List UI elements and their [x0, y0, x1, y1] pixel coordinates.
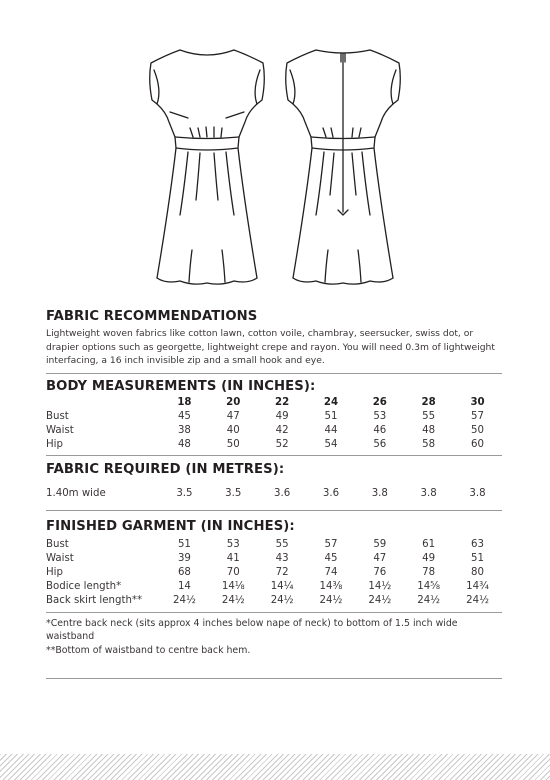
divider — [46, 455, 502, 456]
size-header-row — [46, 396, 502, 410]
fabric-recommendations-heading: FABRIC RECOMMENDATIONS — [46, 309, 258, 324]
size-22: 22 — [275, 396, 290, 408]
size-20: 20 — [226, 396, 241, 408]
body-measurements-heading: BODY MEASUREMENTS (IN INCHES): — [46, 378, 316, 394]
table-row: 1.40m wide 3.5 3.5 3.6 3.6 3.8 3.8 3.8 — [46, 487, 486, 499]
dress-front-view — [150, 50, 265, 284]
table-row: Bust 45 47 49 51 53 55 57 — [46, 410, 485, 422]
fabric-required-table — [46, 487, 502, 501]
fabric-required-heading: FABRIC REQUIRED (IN METRES): — [46, 461, 285, 477]
table-row: Waist 38 40 42 44 46 48 50 — [46, 424, 485, 436]
size-30: 30 — [470, 396, 485, 408]
decorative-hatch-band — [0, 754, 550, 780]
page-content — [46, 308, 502, 679]
divider — [46, 510, 502, 511]
divider — [46, 612, 502, 613]
size-18: 18 — [177, 396, 192, 408]
divider — [46, 678, 502, 679]
footnote-bodice: *Centre back neck (sits approx 4 inches below nape of neck) to bottom of 1.5 inch wide waistband — [46, 617, 458, 643]
footnote-skirt: **Bottom of waistband to centre back hem. — [46, 644, 251, 656]
table-row: Waist 39 41 43 45 47 49 51 — [46, 552, 485, 564]
table-row: Back skirt length** 24½ 24½ 24½ 24½ 24½ 24½ 24½ — [46, 594, 489, 606]
table-row: Bust 51 53 55 57 59 61 63 — [46, 538, 485, 550]
body-measurements-table — [46, 396, 502, 452]
size-24: 24 — [323, 396, 339, 408]
size-26: 26 — [372, 396, 387, 408]
finished-garment-heading: FINISHED GARMENT (IN INCHES): — [46, 518, 295, 534]
table-row: Bodice length* 14 14⅛ 14¼ 14⅜ 14½ 14⅝ 14¾ — [46, 580, 489, 592]
divider — [46, 373, 502, 374]
size-28: 28 — [421, 396, 436, 408]
table-row: Hip 68 70 72 74 76 78 80 — [46, 566, 485, 578]
table-row: Hip 48 50 52 54 56 58 60 — [46, 438, 485, 450]
fabric-recommendations-text: Lightweight woven fabrics like cotton lawn, cotton voile, chambray, seersucker, swiss dot, or drapier options such as georgette, lightweight crepe and rayon. You will need 0.3m of lightweight interfacing, a 16 inch invisible zip and a small hook and eye. — [46, 328, 495, 367]
finished-garment-table — [46, 538, 502, 608]
dress-illustrations — [0, 0, 550, 300]
dress-back-view — [286, 50, 401, 284]
